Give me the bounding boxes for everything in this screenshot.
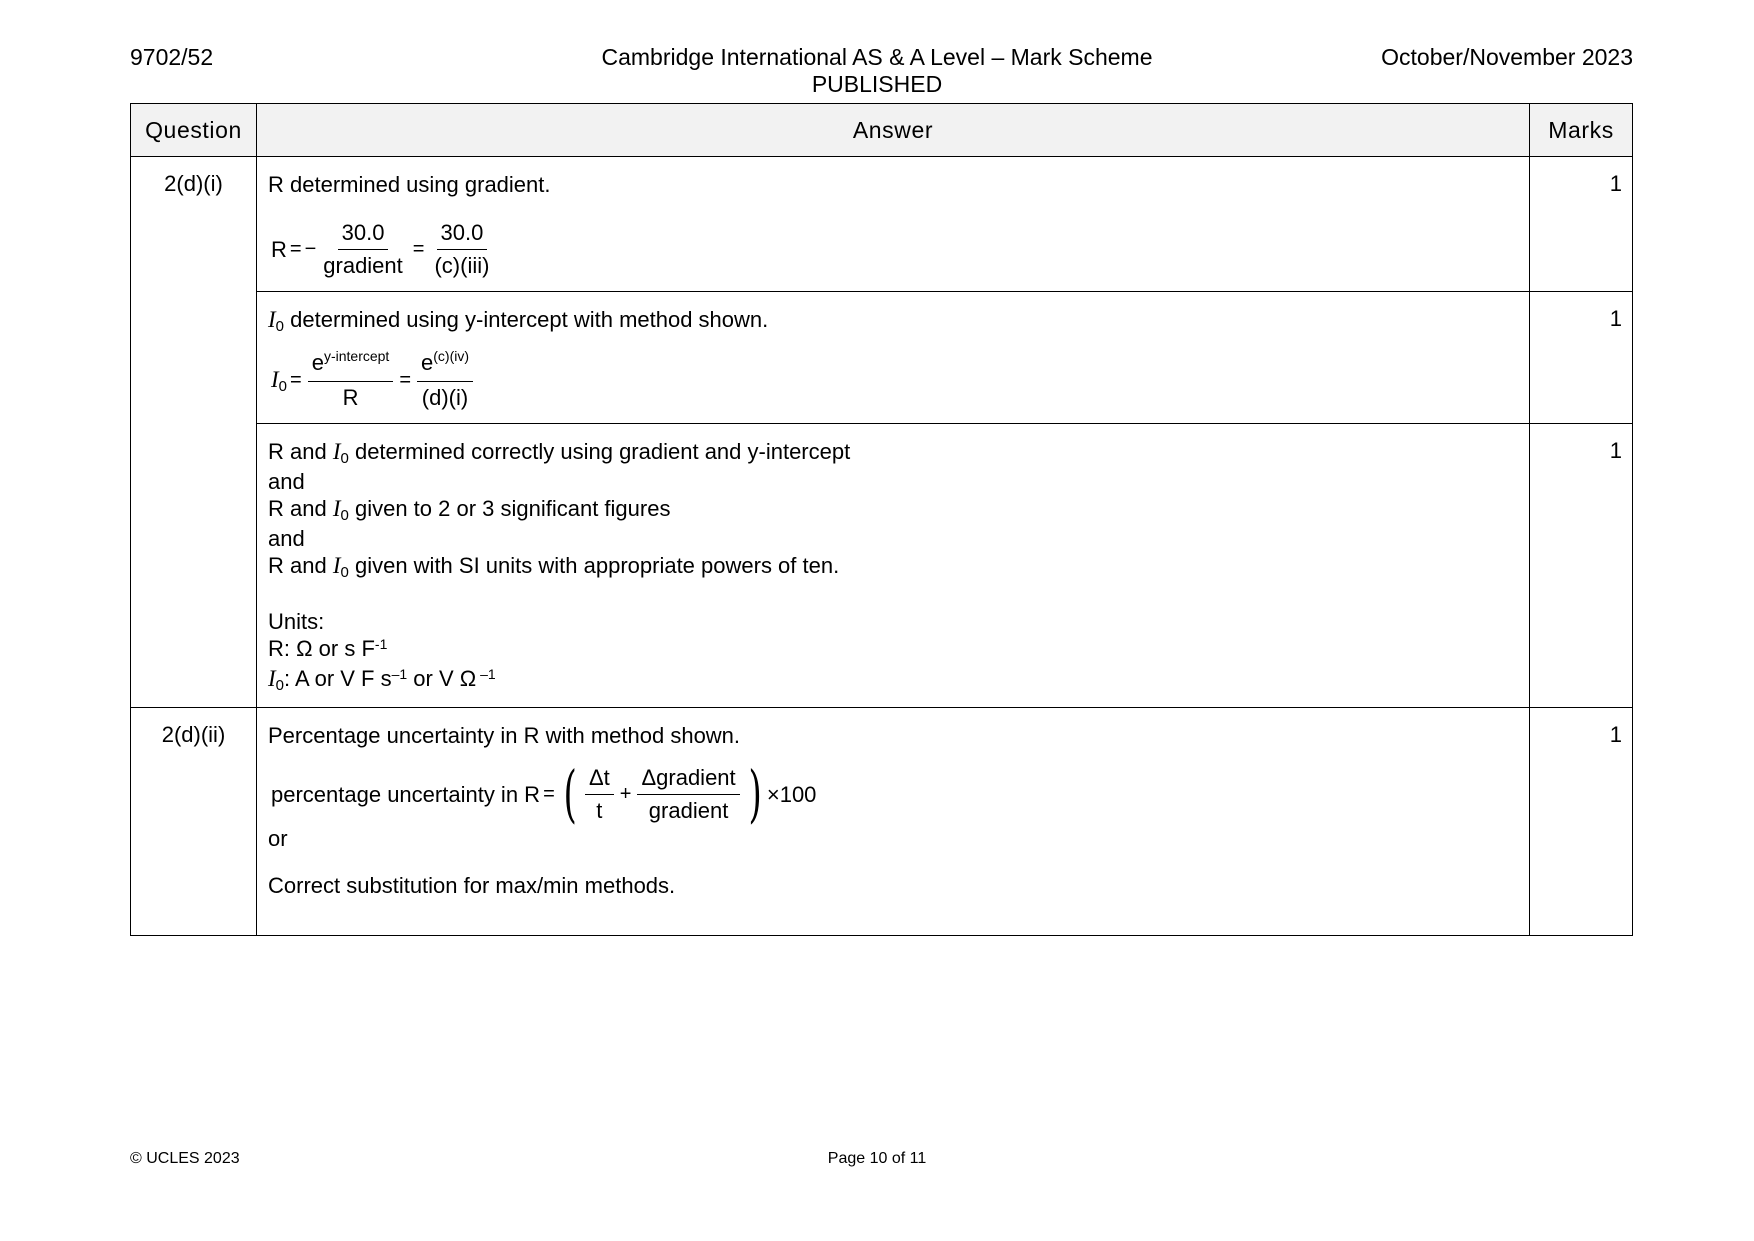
fraction	[585, 765, 614, 824]
equals-sign: =	[412, 238, 425, 260]
connector-and: and	[268, 469, 305, 494]
equation-i0-intercept	[271, 350, 1519, 411]
equation-lhs: R	[271, 237, 287, 262]
equals-sign: =	[290, 369, 302, 391]
page-number: Page 10 of 11	[827, 1150, 927, 1167]
denominator: gradient	[648, 797, 729, 823]
answer-text: Percentage uncertainty in R with method shown.	[268, 723, 741, 748]
denominator: gradient	[323, 253, 403, 278]
right-parenthesis: )	[748, 757, 762, 830]
question-number: 2(d)(i)	[131, 157, 257, 708]
numerator: 30.0	[437, 220, 488, 250]
table-row	[131, 157, 1633, 292]
numerator: Δgradient	[637, 765, 739, 795]
published-label: PUBLISHED	[811, 71, 943, 97]
equation-lhs: I0	[271, 366, 288, 395]
marks-value: 1	[1530, 708, 1633, 936]
denominator: (d)(i)	[421, 385, 469, 410]
question-column-header: Question	[131, 104, 257, 157]
title-line: Cambridge International AS & A Level – Mark Scheme	[601, 44, 1153, 70]
table-row	[131, 708, 1633, 936]
numerator: Δt	[585, 765, 614, 795]
question-number: 2(d)(ii)	[131, 708, 257, 936]
fraction	[417, 350, 473, 411]
answer-column-header: Answer	[257, 104, 1530, 157]
denominator: R	[342, 385, 359, 410]
answer-line: R and I0 determined correctly using gradient and y-intercept	[268, 439, 851, 467]
exam-session: October/November 2023	[1381, 44, 1633, 70]
answer-line: R and I0 given with SI units with appropriate powers of ten.	[268, 553, 840, 581]
numerator: $e^{(c)(iv)}$	[417, 350, 473, 382]
fraction	[319, 220, 407, 279]
answer-cell	[257, 708, 1530, 936]
equation-percentage-uncertainty	[271, 757, 1519, 830]
fraction	[308, 350, 394, 411]
numerator: $e^{y-intercept}$	[308, 350, 394, 382]
mark-scheme-table	[130, 103, 1633, 936]
marks-value: 1	[1530, 424, 1633, 708]
units-i0: I0: A or V F $s^{-1}$ or V Ω $^{-1}$	[268, 666, 496, 694]
equals-sign: =	[289, 238, 302, 260]
table-header-row	[131, 104, 1633, 157]
fraction	[430, 220, 493, 279]
copyright-notice: © UCLES 2023	[130, 1150, 240, 1167]
denominator: t	[596, 797, 603, 823]
alternative-method: Correct substitution for max/min methods.	[268, 873, 676, 898]
units-r: R: Ω or s $F^{-1}$	[268, 636, 388, 661]
answer-cell	[257, 157, 1530, 292]
equals-sign: =	[399, 369, 411, 391]
equals-sign: =	[543, 782, 555, 805]
left-parenthesis: (	[563, 757, 577, 830]
connector-and: and	[268, 526, 305, 551]
paper-code: 9702/52	[130, 44, 214, 70]
answer-cell	[257, 292, 1530, 424]
answer-line: R and I0 given to 2 or 3 significant figures	[268, 496, 671, 524]
multiplier: ×100	[766, 781, 817, 807]
table-row	[131, 424, 1633, 708]
answer-cell	[257, 424, 1530, 708]
marks-column-header: Marks	[1530, 104, 1633, 157]
denominator: (c)(iii)	[434, 253, 490, 278]
answer-text: I0 determined using y-intercept with method shown.	[268, 307, 769, 335]
connector-or: or	[268, 826, 288, 851]
minus-sign: −	[304, 238, 317, 260]
numerator: 30.0	[338, 220, 389, 250]
marks-value: 1	[1530, 292, 1633, 424]
plus-sign: +	[619, 782, 632, 805]
units-label: Units:	[268, 609, 325, 634]
equation-r-gradient	[271, 220, 1519, 279]
equation-lhs: percentage uncertainty in R	[271, 781, 541, 807]
table-row	[131, 292, 1633, 424]
answer-text: R determined using gradient.	[268, 172, 551, 197]
fraction	[637, 765, 739, 824]
document-title	[477, 44, 1277, 98]
marks-value: 1	[1530, 157, 1633, 292]
